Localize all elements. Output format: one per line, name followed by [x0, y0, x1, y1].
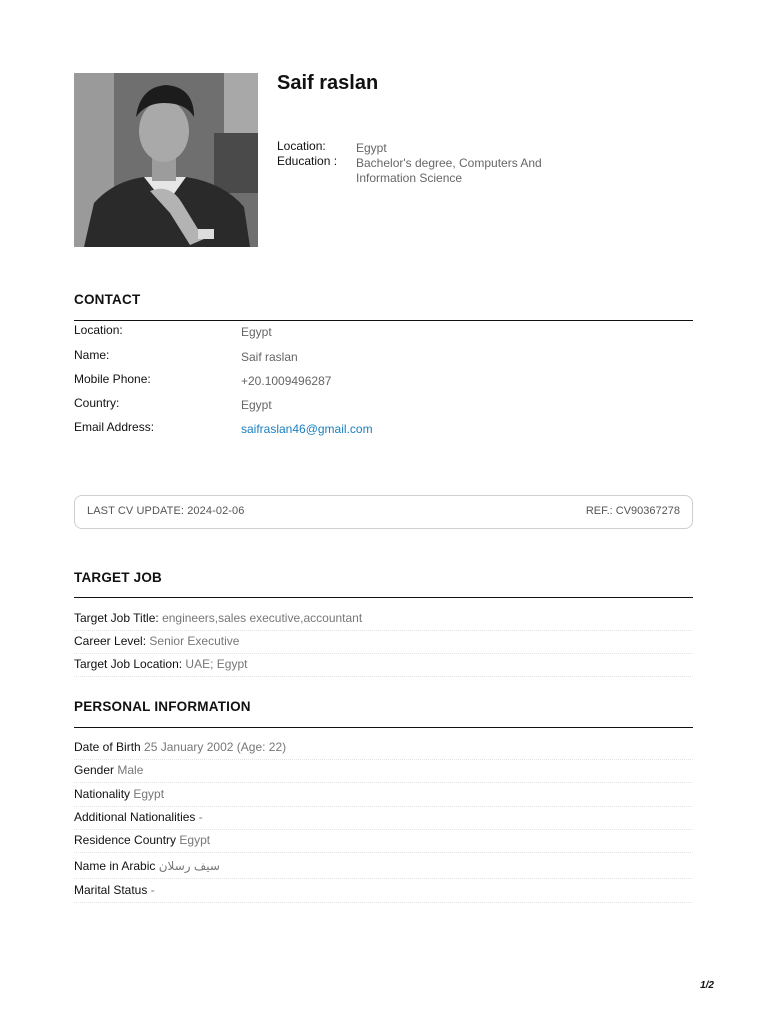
item-value: Senior Executive — [149, 634, 240, 648]
email-link[interactable]: saifraslan46@gmail.com — [241, 422, 373, 436]
cv-update-box — [74, 495, 693, 529]
header-education-label: Education : — [277, 154, 338, 168]
item-value: - — [198, 810, 203, 824]
item-label: Additional Nationalities — [74, 810, 196, 824]
gender-row — [74, 761, 693, 783]
career-level-row — [74, 632, 693, 654]
contact-value: +20.1009496287 — [241, 374, 332, 388]
contact-label: Email Address: — [74, 420, 155, 434]
name-in-arabic-row — [74, 857, 693, 879]
contact-value: Egypt — [241, 398, 272, 412]
item-label: Marital Status — [74, 883, 148, 897]
header-education-value: Bachelor's degree, Computers And Information Science — [356, 156, 542, 185]
cv-ref-text: REF.: CV90367278 — [585, 505, 680, 517]
item-label: Residence Country — [74, 833, 177, 847]
header-location-label: Location: — [277, 139, 326, 153]
item-label: Date of Birth — [74, 740, 141, 754]
candidate-name: Saif raslan — [277, 72, 379, 94]
page-number: 1/2 — [700, 980, 714, 991]
target-job-title-row — [74, 609, 693, 631]
item-value: UAE; Egypt — [185, 657, 248, 671]
target-job-location-row — [74, 655, 693, 677]
contact-label: Country: — [74, 396, 120, 410]
item-value: Egypt — [179, 833, 211, 847]
item-label: Target Job Title: — [74, 611, 159, 625]
date-of-birth-row — [74, 738, 693, 760]
item-label: Nationality — [74, 787, 131, 801]
item-label: Career Level: — [74, 634, 147, 648]
contact-label: Mobile Phone: — [74, 372, 151, 386]
item-value: - — [150, 883, 155, 897]
nationality-row — [74, 785, 693, 807]
item-value: سيف رسلان — [158, 859, 220, 873]
contact-divider — [74, 320, 693, 321]
contact-value: Saif raslan — [241, 350, 298, 364]
item-value: 25 January 2002 (Age: 22) — [144, 740, 287, 754]
personal-info-divider — [74, 727, 693, 728]
residence-country-row — [74, 831, 693, 853]
marital-status-row — [74, 881, 693, 903]
item-label: Target Job Location: — [74, 657, 183, 671]
contact-label: Name: — [74, 348, 110, 362]
profile-photo — [74, 73, 258, 247]
target-job-divider — [74, 597, 693, 598]
contact-label: Location: — [74, 323, 123, 337]
item-label: Gender — [74, 763, 115, 777]
header-location-value: Egypt — [356, 141, 387, 155]
item-value: Egypt — [133, 787, 165, 801]
last-cv-update-text: LAST CV UPDATE: 2024-02-06 — [87, 505, 245, 517]
target-job-section-title: TARGET JOB — [74, 570, 163, 585]
contact-value: Egypt — [241, 325, 272, 339]
item-label: Name in Arabic — [74, 859, 156, 873]
personal-info-section-title: PERSONAL INFORMATION — [74, 699, 251, 714]
item-value: engineers,sales executive,accountant — [162, 611, 363, 625]
item-value: Male — [117, 763, 144, 777]
contact-section-title: CONTACT — [74, 292, 141, 307]
person-portrait-image — [74, 73, 258, 247]
additional-nationalities-row — [74, 808, 693, 830]
